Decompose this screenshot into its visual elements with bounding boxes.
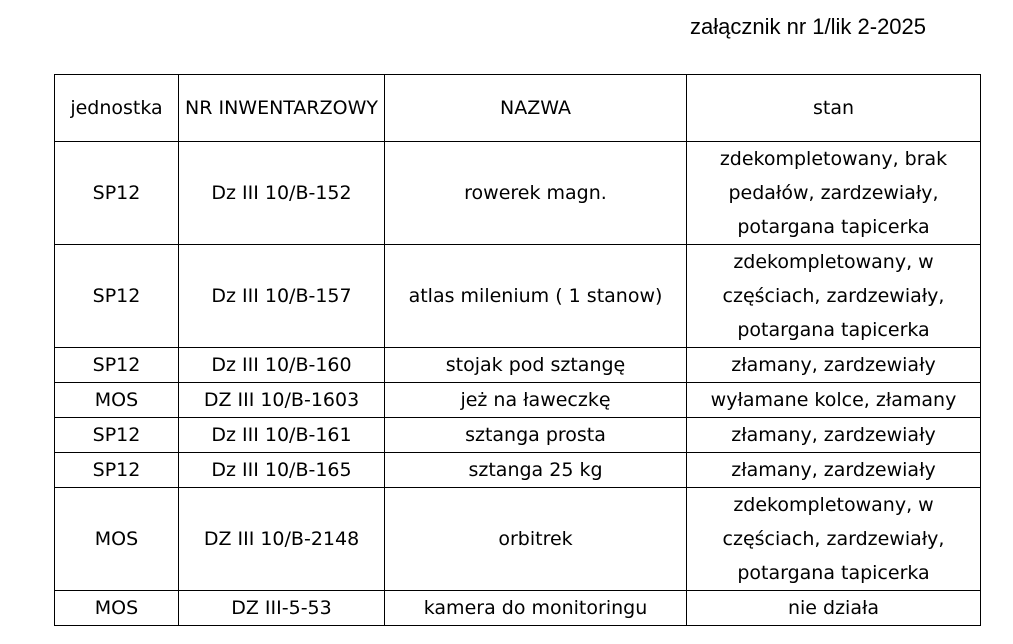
cell-condition: nie działa [687, 591, 981, 626]
column-header-name: NAZWA [385, 75, 687, 142]
cell-inventory-no: Dz III 10/B-157 [179, 245, 385, 348]
cell-name: jeż na ławeczkę [385, 383, 687, 418]
table-row [55, 488, 981, 591]
cell-inventory-no: Dz III 10/B-160 [179, 348, 385, 383]
column-header-condition: stan [687, 75, 981, 142]
annex-label: załącznik nr 1/lik 2-2025 [690, 14, 927, 39]
table-row [55, 418, 981, 453]
cell-unit: MOS [55, 488, 179, 591]
cell-unit: SP12 [55, 142, 179, 245]
table-row [55, 453, 981, 488]
cell-condition: złamany, zardzewiały [687, 418, 981, 453]
cell-name: atlas milenium ( 1 stanow) [385, 245, 687, 348]
cell-inventory-no: DZ III-5-53 [179, 591, 385, 626]
cell-inventory-no: DZ III 10/B-2148 [179, 488, 385, 591]
table-row [55, 348, 981, 383]
cell-condition: zdekompletowany, brak pedałów, zardzewiały, potargana tapicerka [687, 142, 981, 245]
cell-condition: zdekompletowany, w częściach, zardzewiały, potargana tapicerka [687, 488, 981, 591]
table-body [55, 142, 981, 626]
cell-name: sztanga prosta [385, 418, 687, 453]
cell-inventory-no: Dz III 10/B-165 [179, 453, 385, 488]
header-row [55, 75, 981, 142]
cell-unit: MOS [55, 383, 179, 418]
cell-inventory-no: Dz III 10/B-161 [179, 418, 385, 453]
cell-name: kamera do monitoringu [385, 591, 687, 626]
table-row [55, 142, 981, 245]
cell-name: rowerek magn. [385, 142, 687, 245]
table-header [55, 75, 981, 142]
cell-unit: SP12 [55, 453, 179, 488]
table-row [55, 591, 981, 626]
cell-unit: MOS [55, 591, 179, 626]
table-row [55, 383, 981, 418]
cell-condition: zdekompletowany, w częściach, zardzewiały, potargana tapicerka [687, 245, 981, 348]
cell-condition: złamany, zardzewiały [687, 348, 981, 383]
cell-unit: SP12 [55, 348, 179, 383]
inventory-table [54, 74, 981, 626]
cell-name: orbitrek [385, 488, 687, 591]
cell-inventory-no: DZ III 10/B-1603 [179, 383, 385, 418]
cell-condition: złamany, zardzewiały [687, 453, 981, 488]
cell-unit: SP12 [55, 245, 179, 348]
column-header-unit: jednostka [55, 75, 179, 142]
cell-name: sztanga 25 kg [385, 453, 687, 488]
cell-condition: wyłamane kolce, złamany [687, 383, 981, 418]
cell-inventory-no: Dz III 10/B-152 [179, 142, 385, 245]
cell-unit: SP12 [55, 418, 179, 453]
table-row [55, 245, 981, 348]
column-header-inventory-no: NR INWENTARZOWY [179, 75, 385, 142]
cell-name: stojak pod sztangę [385, 348, 687, 383]
